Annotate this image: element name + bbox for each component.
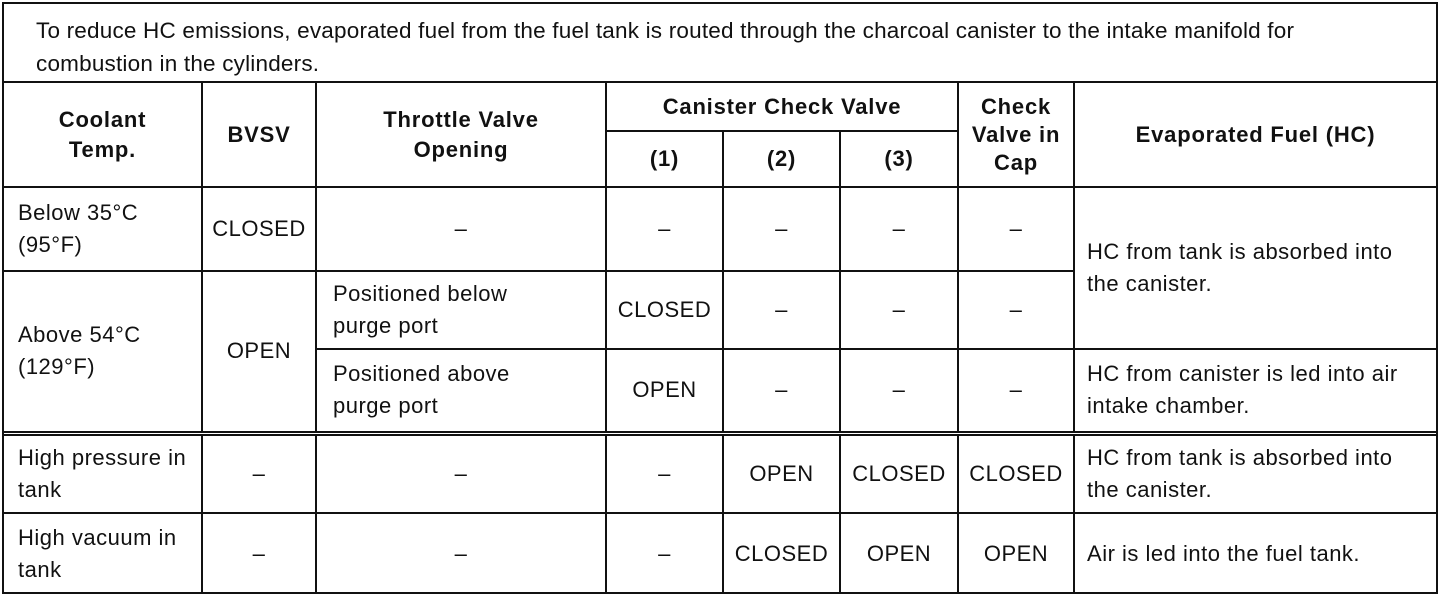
operation-table: [4, 83, 1436, 593]
header-canister-valve-1: (1): [606, 131, 723, 187]
cell-evaporated-fuel: HC from tank is absorbed into the canister.: [1074, 433, 1436, 513]
cell-canister-valve-2: CLOSED: [723, 513, 840, 593]
header-evaporated-fuel: Evaporated Fuel (HC): [1074, 83, 1436, 187]
header-throttle-valve-opening: Throttle Valve Opening: [316, 83, 606, 187]
cell-throttle: Positioned above purge port: [316, 349, 606, 433]
document-frame: [2, 2, 1438, 594]
cell-canister-valve-1: –: [606, 187, 723, 271]
intro-paragraph: To reduce HC emissions, evaporated fuel from the fuel tank is routed through the charcoal canister to the intake manifold for combustion in the cylinders.: [4, 4, 1436, 83]
cell-throttle: –: [316, 187, 606, 271]
cell-coolant: Below 35°C (95°F): [4, 187, 202, 271]
cell-bvsv: OPEN: [202, 271, 316, 433]
cell-check-valve-cap: –: [958, 271, 1074, 349]
header-row: [4, 83, 1436, 131]
cell-canister-valve-1: OPEN: [606, 349, 723, 433]
table-row: [4, 433, 1436, 513]
cell-evaporated-fuel: HC from canister is led into air intake chamber.: [1074, 349, 1436, 433]
cell-evaporated-fuel: Air is led into the fuel tank.: [1074, 513, 1436, 593]
cell-canister-valve-3: –: [840, 349, 958, 433]
cell-throttle: Positioned below purge port: [316, 271, 606, 349]
header-canister-valve-3: (3): [840, 131, 958, 187]
table-row: [4, 187, 1436, 271]
cell-canister-valve-3: –: [840, 271, 958, 349]
cell-canister-valve-1: CLOSED: [606, 271, 723, 349]
cell-canister-valve-3: –: [840, 187, 958, 271]
cell-canister-valve-2: –: [723, 349, 840, 433]
cell-check-valve-cap: –: [958, 187, 1074, 271]
cell-evaporated-fuel: HC from tank is absorbed into the canister.: [1074, 187, 1436, 349]
cell-coolant: High pressure in tank: [4, 433, 202, 513]
cell-canister-valve-2: –: [723, 271, 840, 349]
cell-throttle: –: [316, 513, 606, 593]
cell-check-valve-cap: OPEN: [958, 513, 1074, 593]
cell-canister-valve-2: –: [723, 187, 840, 271]
cell-coolant: Above 54°C (129°F): [4, 271, 202, 433]
cell-check-valve-cap: CLOSED: [958, 433, 1074, 513]
cell-canister-valve-1: –: [606, 513, 723, 593]
cell-canister-valve-3: CLOSED: [840, 433, 958, 513]
table-row: [4, 513, 1436, 593]
header-check-valve-in-cap: Check Valve in Cap: [958, 83, 1074, 187]
cell-canister-valve-1: –: [606, 433, 723, 513]
cell-canister-valve-2: OPEN: [723, 433, 840, 513]
header-canister-check-valve: Canister Check Valve: [606, 83, 958, 131]
cell-check-valve-cap: –: [958, 349, 1074, 433]
cell-bvsv: CLOSED: [202, 187, 316, 271]
header-coolant-temp: Coolant Temp.: [4, 83, 202, 187]
header-canister-valve-2: (2): [723, 131, 840, 187]
cell-bvsv: –: [202, 433, 316, 513]
header-bvsv: BVSV: [202, 83, 316, 187]
cell-bvsv: –: [202, 513, 316, 593]
cell-canister-valve-3: OPEN: [840, 513, 958, 593]
cell-coolant: High vacuum in tank: [4, 513, 202, 593]
cell-throttle: –: [316, 433, 606, 513]
